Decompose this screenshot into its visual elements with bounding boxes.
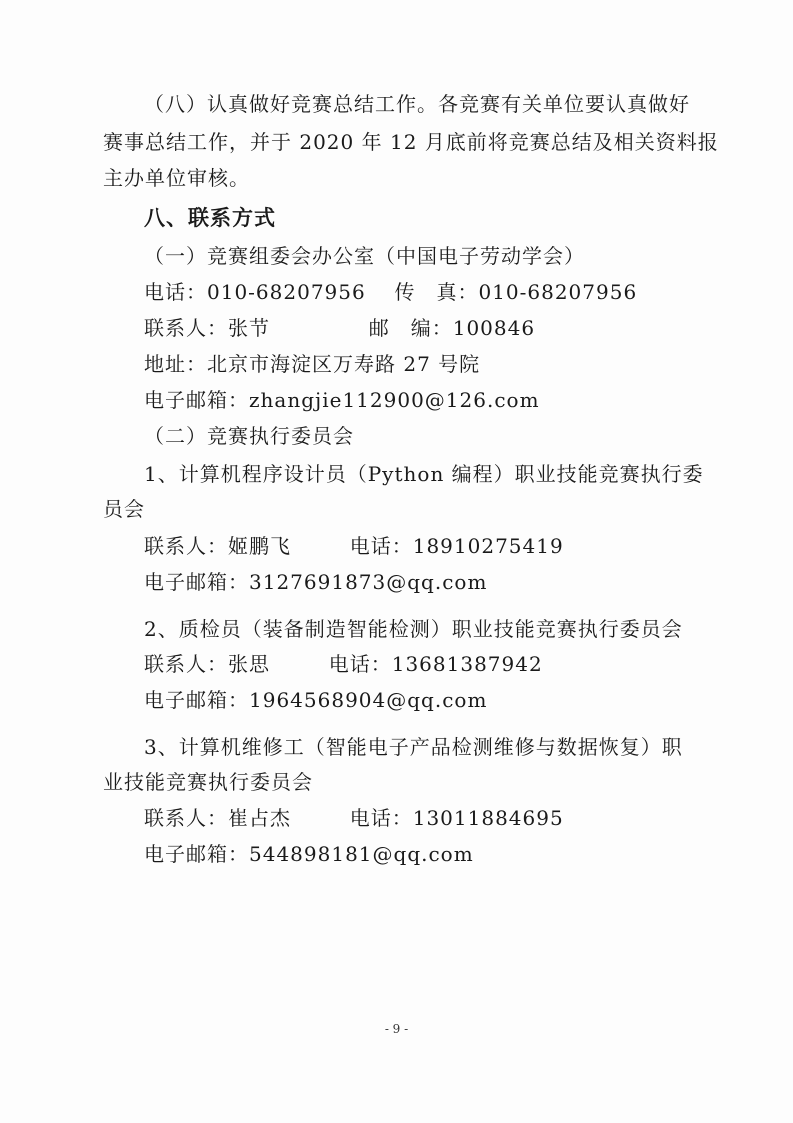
exec-item-3-contact: 崔占杰 (228, 806, 291, 830)
executive-committee-title: （二）竞赛执行委员会 (144, 424, 354, 448)
section-8-item-line-1: （八）认真做好竞赛总结工作。各竞赛有关单位要认真做好 (144, 92, 690, 116)
exec-item-2-contact-row (144, 652, 543, 676)
contact-heading: 八、联系方式 (144, 205, 276, 230)
exec-item-3-title-line-1: 3、计算机维修工（智能电子产品检测维修与数据恢复）职 (144, 735, 683, 759)
office-contact-label: 联系人： (144, 316, 228, 340)
office-phone-label: 电话： (144, 280, 207, 304)
exec-item-1-contact: 姬鹏飞 (228, 534, 291, 558)
section-8-item-line-3: 主办单位审核。 (103, 166, 250, 190)
office-fax: 010-68207956 (478, 280, 638, 304)
exec-item-2-contact: 张思 (228, 652, 270, 676)
office-phone-fax-row (144, 280, 637, 304)
office-address: 北京市海淀区万寿路 27 号院 (207, 352, 481, 376)
exec-item-1-title-line-2: 员会 (103, 497, 145, 521)
exec-item-2-title-line-1: 2、质检员（装备制造智能检测）职业技能竞赛执行委员会 (144, 617, 683, 641)
exec-item-1-title-line-1: 1、计算机程序设计员（Python 编程）职业技能竞赛执行委 (144, 462, 704, 486)
office-address-row (144, 352, 480, 376)
exec-item-3-email-label: 电子邮箱： (144, 842, 249, 866)
exec-item-3-contact-label: 联系人： (144, 806, 228, 830)
office-contact: 张节 (228, 316, 270, 340)
exec-item-1-phone-label: 电话： (349, 534, 413, 558)
office-email-label: 电子邮箱： (144, 388, 249, 412)
exec-item-3-title-line-2: 业技能竞赛执行委员会 (103, 770, 313, 794)
exec-item-2-email-row (144, 688, 487, 712)
exec-item-3-email-row (144, 842, 474, 866)
exec-item-2-phone: 13681387942 (391, 652, 543, 676)
office-postcode-label: 邮 编： (368, 316, 453, 340)
committee-office-title: （一）竞赛组委会办公室（中国电子劳动学会） (144, 244, 585, 268)
office-email-row (144, 388, 540, 412)
exec-item-2-contact-label: 联系人： (144, 652, 228, 676)
exec-item-1-email-row (144, 570, 487, 594)
exec-item-3-contact-row (144, 806, 564, 830)
exec-item-1-phone: 18910275419 (412, 534, 564, 558)
office-phone: 010-68207956 (207, 280, 366, 304)
exec-item-2-email-label: 电子邮箱： (144, 688, 249, 712)
exec-item-1-contact-row (144, 534, 564, 558)
office-fax-label: 传 真： (394, 280, 479, 304)
page-number: - 9 - (384, 1022, 409, 1036)
office-postcode: 100846 (452, 316, 536, 340)
exec-item-1-contact-label: 联系人： (144, 534, 228, 558)
exec-item-2-phone-label: 电话： (328, 652, 392, 676)
exec-item-1-email: 3127691873@qq.com (249, 570, 488, 594)
exec-item-3-email: 544898181@qq.com (249, 842, 474, 866)
section-8-item-line-2: 赛事总结工作，并于 2020 年 12 月底前将竞赛总结及相关资料报 (103, 130, 719, 154)
exec-item-3-phone: 13011884695 (412, 806, 564, 830)
exec-item-1-email-label: 电子邮箱： (144, 570, 249, 594)
exec-item-3-phone-label: 电话： (349, 806, 413, 830)
office-email: zhangjie112900@126.com (249, 388, 540, 412)
exec-item-2-email: 1964568904@qq.com (249, 688, 488, 712)
office-address-label: 地址： (144, 352, 207, 376)
office-contact-postcode-row (144, 316, 535, 340)
